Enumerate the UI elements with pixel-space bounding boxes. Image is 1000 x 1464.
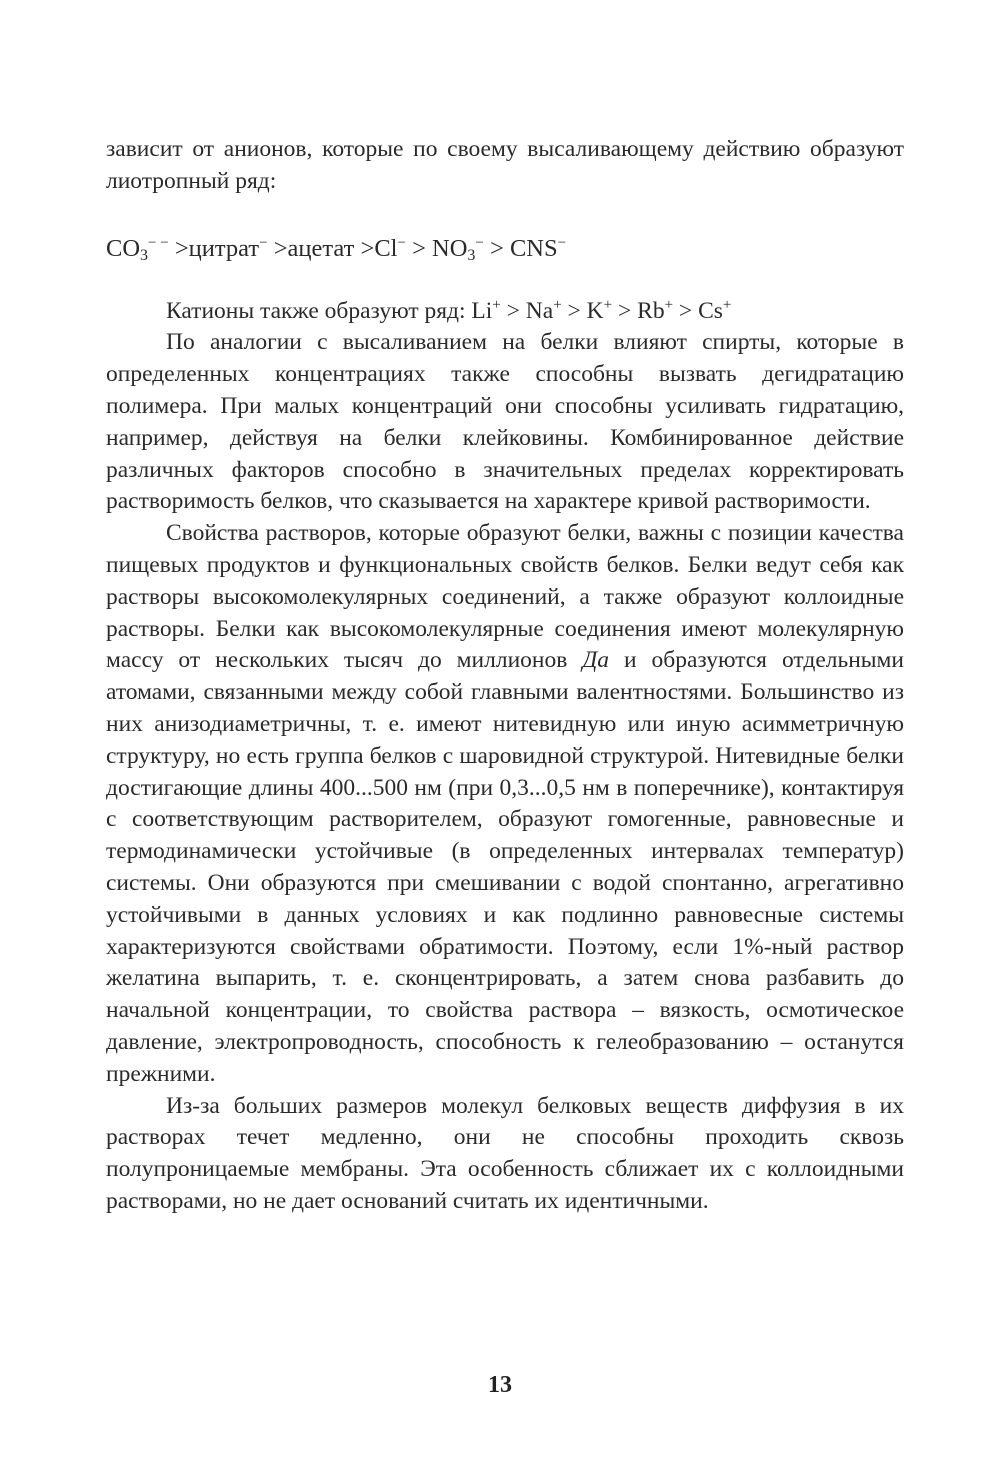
paragraph-diffusion: Из-за больших размеров молекул белковых веществ диффузия в их растворах течет медленно, они не способны проходить сквозь полупроницаемые мембраны. Эта особенность сближает их с коллоидными растворами, но не дает оснований считать их идентичными. bbox=[106, 1092, 904, 1214]
paragraph-intro: зависит от анионов, которые по своему высаливающему действию образуют лиотропный ряд: bbox=[106, 136, 904, 194]
cation-li: Li+ bbox=[471, 296, 501, 324]
formula-citrate: цитрат− bbox=[188, 234, 268, 262]
cations-series: Катионы также образуют ряд: Li+ > Na+ > K+ > Rb+ > Cs+ bbox=[166, 296, 732, 324]
lyotropic-series-formula: $CO_3^{- -}$ >цитрат− >ацетат $>Cl^- > NO_3^- > CNS^-$ bbox=[106, 234, 567, 264]
formula-cl: Cl− bbox=[374, 234, 406, 262]
formula-acetate: ацетат bbox=[287, 234, 355, 262]
cation-cs: Cs+ bbox=[698, 296, 732, 324]
formula-cns: CNS− bbox=[509, 234, 567, 262]
dalton-unit: Да bbox=[582, 647, 610, 674]
page-number: 13 bbox=[488, 1372, 512, 1398]
cation-rb: Rb+ bbox=[637, 296, 674, 324]
paragraph-alcohols: По аналогии с высаливанием на белки влияют спирты, которые в определенных концентрациях также способны вызвать дегидратацию полимера. При малых концентраций они способны усиливать гидратацию, например, действуя на белки клейковины. Комбинированное действие различных факторов способно в значительных пределах корректировать растворимость белков, что сказывается на характере кривой растворимости. bbox=[106, 329, 904, 515]
page-body bbox=[106, 134, 904, 1218]
formula-no3: $NO_3^-$ bbox=[432, 234, 484, 264]
cation-na: Na+ bbox=[525, 296, 562, 324]
paragraph-solutions: Свойства растворов, которые образуют белки, важны с позиции качества пищевых продуктов и функциональных свойств белков. Белки ведут себя как растворы высокомолекулярных соединений, а также образуют коллоидные растворы. Белки как высокомолекулярные соединения имеют молекулярную массу от нескольких тысяч до миллионов Да и образуются отдельными атомами, связанными между собой главными валентностями. Большинство из них анизодиаметричны, т. е. имеют нитевидную или иную асимметричную структуру, но есть группа белков с шаровидной структурой. Нитевидные белки достигающие длины 400...500 нм (при 0,3...0,5 нм в поперечнике), контактируя с соответствующим растворителем, образуют гомогенные, равновесные и термодинамически устойчивые (в определенных интервалах температур) системы. Они образуются при смешивании с водой спонтанно, агрегативно устойчивыми в данных условиях и как подлинно равновесные системы характеризуются свойствами обратимости. Поэтому, если 1%-ный раствор желатина выпарить, т. е. сконцентрировать, а затем снова разбавить до начальной концентрации, то свойства раствора – вязкость, осмотическое давление, электропроводность, способность к гелеобразованию – останутся прежними. bbox=[106, 520, 905, 1087]
formula-co3: $CO_3^{- -}$ bbox=[106, 234, 169, 264]
cation-k: K+ bbox=[586, 296, 613, 324]
